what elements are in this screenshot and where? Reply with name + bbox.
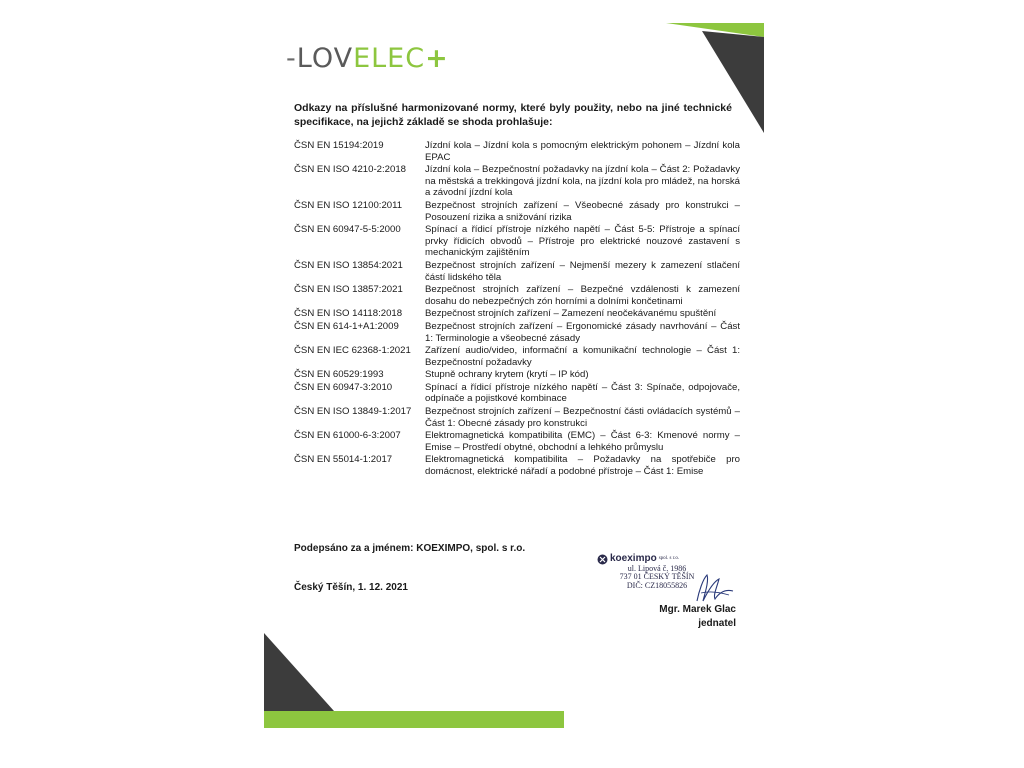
- company-logo: [286, 43, 449, 74]
- standard-row: [294, 454, 740, 477]
- standard-description: Bezpečnost strojních zařízení – Bezpečnostní části ovládacích systémů – Část 1: Obecné zásady pro konstrukci: [425, 406, 740, 429]
- standard-description: Stupně ochrany krytem (krytí – IP kód): [425, 369, 589, 381]
- standard-code: ČSN EN 60947-5-5:2000: [294, 224, 401, 236]
- standard-row: [294, 284, 740, 307]
- standard-description: Jízdní kola – Bezpečnostní požadavky na jízdní kola – Část 2: Požadavky na městská a trekkingová jízdní kola, na jízdní kola pro mládež, na horská a závodní jízdní kola: [425, 164, 740, 199]
- koeximpo-logo-icon: [597, 554, 608, 565]
- standard-row: [294, 406, 740, 429]
- standard-row: [294, 382, 740, 405]
- standard-description: Bezpečnost strojních zařízení – Bezpečné vzdálenosti k zamezení dosahu do nebezpečných zón horními a dolními končetinami: [425, 284, 740, 307]
- standard-row: [294, 369, 740, 381]
- standard-code: ČSN EN ISO 4210-2:2018: [294, 164, 406, 176]
- standard-description: Elektromagnetická kompatibilita (EMC) – Část 6-3: Kmenové normy – Emise – Prostředí obytné, obchodní a lehkého průmyslu: [425, 430, 740, 453]
- standard-row: [294, 430, 740, 453]
- standard-description: Zařízení audio/video, informační a komunikační technologie – Část 1: Bezpečnostní požadavky: [425, 345, 740, 368]
- standard-code: ČSN EN ISO 14118:2018: [294, 308, 403, 320]
- standard-row: [294, 164, 740, 199]
- logo-elec: ELEC: [353, 43, 426, 74]
- standard-description: Bezpečnost strojních zařízení – Ergonomické zásady navrhování – Část 1: Terminologie a všeobecné zásady: [425, 320, 740, 344]
- logo-dash: -: [286, 43, 297, 74]
- standard-code: ČSN EN IEC 62368-1:2021: [294, 345, 411, 357]
- standard-code: ČSN EN 60947-3:2010: [294, 381, 393, 393]
- standard-code: ČSN EN ISO 13857:2021: [294, 284, 403, 296]
- signer-title: jednatel: [698, 618, 736, 629]
- standard-row: [294, 140, 740, 163]
- standard-code: ČSN EN 614-1+A1:2009: [294, 320, 399, 332]
- standard-code: ČSN EN ISO 13849-1:2017: [294, 406, 412, 418]
- standard-row: [294, 200, 740, 223]
- company-name: KOEXIMPO, spol. s r.o.: [416, 543, 526, 554]
- signer-name: Mgr. Marek Glac: [659, 604, 736, 615]
- standard-row: [294, 308, 740, 320]
- standards-list: [294, 140, 740, 479]
- stamp-tax-id: DIČ: CZ18055826: [626, 580, 688, 590]
- standard-row: [294, 345, 740, 368]
- handwritten-signature: [689, 571, 739, 607]
- standard-description: Bezpečnost strojních zařízení – Zamezení neočekávanému spuštění: [425, 308, 717, 320]
- standard-code: ČSN EN ISO 13854:2021: [294, 259, 403, 271]
- signer-block: [659, 603, 736, 631]
- standard-code: ČSN EN 60529:1993: [294, 369, 384, 381]
- logo-lov: LOV: [296, 43, 354, 74]
- standard-description: Bezpečnost strojních zařízení – Nejmenší mezery k zamezení stlačení částí lidského těla: [425, 259, 740, 283]
- signed-on-behalf: [294, 543, 525, 554]
- stamp-brand: koeximpo: [610, 553, 657, 565]
- place-and-date: Český Těšín, 1. 12. 2021: [294, 582, 408, 593]
- standard-description: Elektromagnetická kompatibilita – Požadavky na spotřebiče pro domácnost, elektrické nářadí a podobné přístroje – Část 1: Emise: [425, 454, 740, 478]
- intro-paragraph: Odkazy na příslušné harmonizované normy, které byly použity, nebo na jiné technické specifikace, na jejichž základě se shoda prohlašuje:: [294, 102, 732, 128]
- standard-row: [294, 260, 740, 283]
- standard-code: ČSN EN 61000-6-3:2007: [294, 430, 401, 442]
- document-page: [264, 23, 764, 728]
- standard-description: Spínací a řídicí přístroje nízkého napětí – Část 3: Spínače, odpojovače, odpínače a pojistkové kombinace: [425, 381, 740, 405]
- standard-description: Jízdní kola – Jízdní kola s pomocným elektrickým pohonem – Jízdní kola EPAC: [425, 140, 740, 163]
- standard-row: [294, 321, 740, 344]
- standard-row: [294, 224, 740, 259]
- standard-code: ČSN EN 55014-1:2017: [294, 454, 393, 466]
- corner-decoration-bottom-left: [264, 633, 574, 728]
- standard-code: ČSN EN ISO 12100:2011: [294, 199, 403, 211]
- standard-code: ČSN EN 15194:2019: [294, 140, 384, 151]
- stamp-brand-suffix: spol. s r.o.: [658, 556, 680, 562]
- logo-plus: +: [425, 43, 449, 74]
- stamp-address-street: ul. Lipová č. 1986: [627, 564, 687, 573]
- standard-description: Spínací a řídicí přístroje nízkého napětí – Část 5-5: Přístroje a spínací prvky řídicích obvodů – Přístroje pro elektrické nouzové zastavení s mechanickým zajištěním: [425, 224, 740, 259]
- signed-label: Podepsáno za a jménem:: [294, 543, 414, 554]
- stamp-address-city: 737 01 ČESKÝ TĚŠÍN: [619, 572, 695, 582]
- standard-description: Bezpečnost strojních zařízení – Všeobecné zásady pro konstrukci – Posouzení rizika a snižování rizika: [425, 199, 740, 223]
